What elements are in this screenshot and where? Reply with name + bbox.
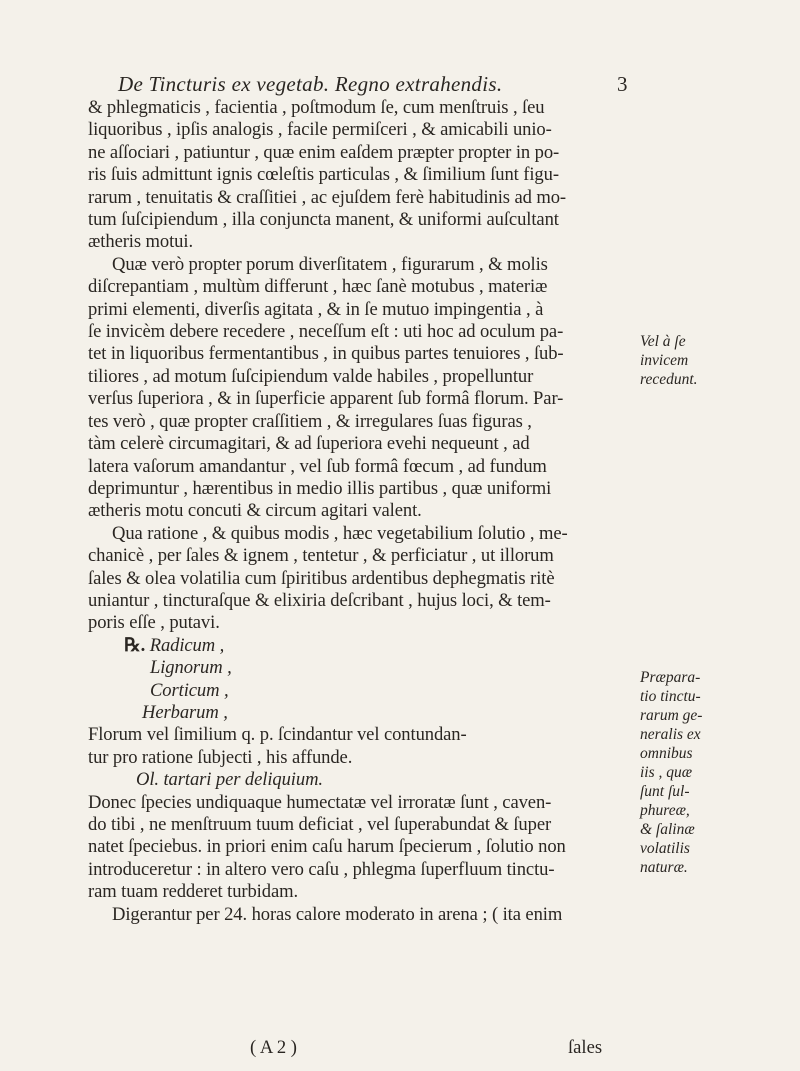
recipe-item: Lignorum ,: [150, 657, 232, 679]
running-title: De Tincturis ex vegetab. Regno extrahendis.: [118, 72, 503, 96]
text-line: diſcrepantiam , multùm differunt , hæc ſanè motubus , materiæ: [88, 276, 548, 298]
text-line: Quæ verò propter porum diverſitatem , figurarum , & molis: [112, 253, 548, 275]
signature-mark: ( A 2 ): [250, 1037, 298, 1058]
margin-note-line: iis , quæ: [640, 764, 693, 781]
text-line: verſus ſuperiora , & in ſuperficie apparent ſub formâ florum. Par-: [88, 388, 564, 410]
text-line: ætheris motui.: [88, 231, 193, 253]
text-line: ne aſſociari , patiuntur , quæ enim eaſdem præpter propter in po-: [88, 141, 560, 163]
text-line: deprimuntur , hærentibus in medio illis partibus , quæ uniformi: [88, 477, 552, 499]
text-line: ſe invicèm debere recedere , neceſſum eſt : uti hoc ad oculum pa-: [88, 321, 564, 343]
margin-note-line: tio tinctu-: [640, 688, 701, 705]
margin-note-line: Præpara-: [640, 669, 701, 686]
text-line: Donec ſpecies undiquaque humectatæ vel irroratæ ſunt , caven-: [88, 791, 552, 813]
text-line: tum ſuſcipiendum , illa conjuncta manent, & uniformi auſcultant: [88, 209, 559, 231]
margin-note-praeparatio: [640, 668, 718, 877]
margin-note-line: Vel à ſe: [640, 333, 686, 350]
text-line: Digerantur per 24. horas calore moderato in arena ; ( ita enim: [112, 903, 563, 925]
text-line: latera vaſorum amandantur , vel ſub formâ fœcum , ad fundum: [88, 455, 547, 477]
margin-note-line: neralis ex: [640, 726, 701, 743]
text-line: tes verò , quæ propter craſſitiem , & irregulares ſuas figuras ,: [88, 410, 532, 432]
recipe-oil-line: Ol. tartari per deliquium.: [136, 769, 323, 791]
margin-note-line: ſunt ſul-: [640, 783, 690, 800]
recipe-symbol: ℞.: [124, 634, 146, 656]
text-line: primi elementi, diverſis agitata , & in ſe mutuo impingentia , à: [88, 298, 544, 320]
paragraph-2: [88, 254, 623, 523]
paragraph-1: [88, 97, 623, 254]
recipe-item-label: Radicum ,: [149, 634, 225, 656]
text-line: natet ſpeciebus. in priori enim caſu harum ſpecierum , ſolutio non: [88, 836, 566, 858]
recipe-item: [124, 635, 623, 657]
text-line: Florum vel ſimilium q. p. ſcindantur vel contundan-: [88, 724, 467, 746]
text-line: ris ſuis admittunt ignis cœleſtis particulas , & ſimilium ſunt figu-: [88, 164, 559, 186]
text-line: & phlegmaticis , facientia , poſtmodum ſe, cum menſtruis , ſeu: [88, 97, 545, 118]
text-line: poris eſſe , putavi.: [88, 612, 220, 634]
paragraph-4: [88, 792, 623, 904]
margin-note-line: volatilis: [640, 840, 690, 857]
margin-note-line: invicem: [640, 352, 689, 369]
text-line: liquoribus , ipſis analogis , facile permiſceri , & amicabili unio-: [88, 119, 552, 141]
margin-note-line: & ſalinæ: [640, 821, 695, 838]
catchword: ſales: [568, 1037, 603, 1058]
text-line: Qua ratione , & quibus modis , hæc vegetabilium ſolutio , me-: [112, 522, 568, 544]
paragraph-5: [88, 904, 623, 926]
margin-note-line: recedunt.: [640, 371, 698, 388]
margin-note-line: omnibus: [640, 745, 693, 762]
text-line: rarum , tenuitatis & craſſitiei , ac ejuſdem ferè habitudinis ad mo-: [88, 186, 567, 208]
text-line: ram tuam redderet turbidam.: [88, 881, 299, 903]
paragraph-3: [88, 523, 623, 635]
text-line: introduceretur : in altero vero caſu , phlegma ſuperfluum tinctu-: [88, 858, 555, 880]
text-line: do tibi , ne menſtruum tuum deficiat , vel ſuperabundat & ſuper: [88, 814, 552, 835]
recipe-item: Corticum ,: [150, 679, 229, 701]
recipe-list: [124, 635, 623, 725]
main-text-block: [88, 97, 623, 926]
text-line: tet in liquoribus fermentantibus , in quibus partes tenuiores , ſub-: [88, 343, 564, 365]
recipe-instructions: [88, 724, 623, 791]
text-line: tiliores , ad motum ſuſcipiendum valde habiles , propelluntur: [88, 365, 534, 387]
recipe-item: Herbarum ,: [142, 701, 228, 723]
text-line: tur pro ratione ſubjecti , his affunde.: [88, 746, 353, 768]
text-line: tàm celerè circumagitari, & ad ſuperiora evehi nequeunt , ad: [88, 433, 530, 455]
text-line: ætheris motu concuti & circum agitari valent.: [88, 500, 422, 522]
margin-note-line: naturæ.: [640, 859, 688, 876]
margin-note-recedunt: [640, 332, 718, 389]
text-line: chanicè , per ſales & ignem , tentetur , & perficiatur , ut illorum: [88, 545, 554, 567]
text-line: uniantur , tincturaſque & elixiria deſcribant , hujus loci, & tem-: [88, 589, 551, 611]
page-number: 3: [617, 72, 628, 96]
margin-note-line: rarum ge-: [640, 707, 703, 724]
margin-note-line: phureæ,: [640, 802, 690, 819]
text-line: ſales & olea volatilia cum ſpiritibus ardentibus dephegmatis ritè: [88, 567, 555, 589]
